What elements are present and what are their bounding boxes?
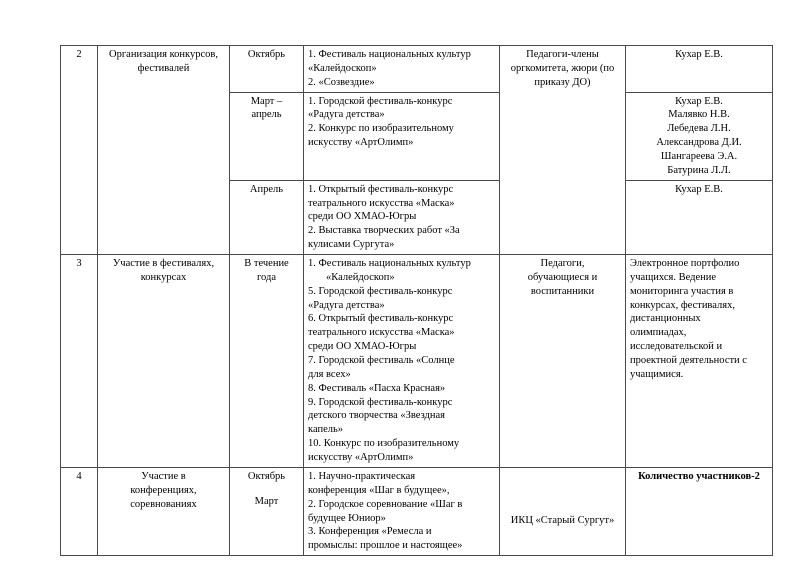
term-spacer <box>234 484 299 495</box>
content-line: театрального искусства «Маска» <box>308 197 455 209</box>
result-line: исследовательской и <box>630 341 723 353</box>
term-cell <box>230 46 304 93</box>
content-cell <box>304 255 500 468</box>
content-line: будущее Юниор» <box>308 512 386 524</box>
row-number-cell: 3 <box>61 255 98 468</box>
participants-line: Педагоги-члены <box>526 49 599 60</box>
content-line: «Радуга детства» <box>308 299 385 311</box>
content-cell <box>304 180 500 254</box>
content-line: 6. Открытый фестиваль-конкурс <box>308 313 454 325</box>
participants-line: оргкомитета, жюри (по <box>510 62 615 74</box>
content-line: 2. Конкурс по изобразительному <box>308 123 454 135</box>
participants-line: обучающиеся и <box>527 271 598 283</box>
term-line: Апрель <box>249 183 284 195</box>
result-cell <box>626 255 773 468</box>
activity-line: соревнованиях <box>130 498 197 510</box>
content-line: 10. Конкурс по изобразительному <box>308 438 460 450</box>
term-line: В течение <box>244 258 289 270</box>
responsible-line: Шангареева Э.А. <box>660 151 738 163</box>
term-line-first: Октябрь <box>247 470 286 482</box>
result-line: учащимися. <box>630 368 684 380</box>
content-line: 1. Открытый фестиваль-конкурс <box>308 183 454 195</box>
content-line: 1. Городской фестиваль-конкурс <box>308 95 453 107</box>
responsible-cell <box>626 46 773 93</box>
responsible-line: Кухар Е.В. <box>675 95 723 107</box>
term-cell <box>230 467 304 555</box>
row-number-cell: 4 <box>61 467 98 555</box>
responsible-line: Лебедева Л.Н. <box>667 123 731 135</box>
content-cell <box>304 92 500 180</box>
content-line: 1. Научно-практическая <box>308 470 416 482</box>
term-line: апрель <box>251 109 282 121</box>
participants-line: воспитанники <box>530 285 595 297</box>
result-line: дистанционных <box>630 313 701 325</box>
result-line: олимпиадах, <box>630 327 687 339</box>
participants-spacer <box>504 492 621 503</box>
activity-cell <box>98 467 230 555</box>
term-cell <box>230 92 304 180</box>
content-line: 2. Выставка творческих работ «За <box>308 225 460 237</box>
result-cell <box>626 467 773 555</box>
content-line: «Калейдоскоп» <box>326 271 395 283</box>
responsible-line: Кухар Е.В. <box>675 183 723 195</box>
participants-line: ИКЦ «Старый Сургут» <box>510 514 615 526</box>
term-line: Март – <box>250 95 283 107</box>
term-cell <box>230 255 304 468</box>
row-number-cell: 2 <box>61 46 98 255</box>
content-line: 1. Фестиваль национальных культур <box>308 49 471 60</box>
result-line: конкурсах, фестивалях, <box>630 299 735 311</box>
result-line: мониторинга участия в <box>630 285 734 297</box>
participants-line: Педагоги, <box>540 258 585 270</box>
content-line: капель» <box>308 424 344 436</box>
participants-cell <box>500 255 626 468</box>
content-line: театрального искусства «Маска» <box>308 327 455 339</box>
responsible-cell <box>626 92 773 180</box>
participants-spacer <box>504 470 621 481</box>
content-line: 2. Городское соревнование «Шаг в <box>308 498 463 510</box>
responsible-line: Батурина Л.Л. <box>667 164 731 176</box>
content-line: 8. Фестиваль «Пасха Красная» <box>308 382 446 394</box>
activity-plan-table <box>60 45 773 556</box>
content-line: 1. Фестиваль национальных культур <box>308 258 471 270</box>
activity-line: Участие в <box>141 470 186 482</box>
responsible-line: Малявко Н.В. <box>668 109 730 121</box>
result-line: проектной деятельности с <box>630 355 747 367</box>
content-line: среди ОО ХМАО-Югры <box>308 211 417 223</box>
content-line: конференция «Шаг в будущее», <box>308 484 450 496</box>
participants-cell <box>500 46 626 255</box>
content-line: детского творчества «Звездная <box>308 410 445 422</box>
responsible-cell <box>626 180 773 254</box>
content-line: промыслы: прошлое и настоящее» <box>308 540 463 552</box>
activity-cell <box>98 255 230 468</box>
participants-line: приказу ДО) <box>534 76 591 88</box>
table-row <box>61 467 773 555</box>
content-line: для всех» <box>308 368 351 380</box>
result-line: учащихся. Ведение <box>630 271 717 283</box>
content-line: «Радуга детства» <box>308 109 385 121</box>
content-line: искусству «АртОлимп» <box>308 137 414 149</box>
result-count-label: Количество участников-2 <box>638 470 760 482</box>
term-line: Октябрь <box>247 49 286 60</box>
activity-line: конференциях, <box>130 484 197 496</box>
term-line: года <box>257 271 276 283</box>
content-line: 3. Конференция «Ремесла и <box>308 526 432 538</box>
participants-spacer <box>504 481 621 492</box>
responsible-line: Кухар Е.В. <box>675 49 723 60</box>
table-row <box>61 46 773 93</box>
content-cell <box>304 46 500 93</box>
content-line: 2. «Созвездие» <box>308 76 375 88</box>
term-line-second: Март <box>254 495 279 507</box>
table-row <box>61 255 773 468</box>
content-line: 9. Городской фестиваль-конкурс <box>308 396 453 408</box>
participants-spacer <box>504 503 621 514</box>
activity-line: Организация конкурсов, <box>109 49 218 60</box>
content-line: искусству «АртОлимп» <box>308 452 414 464</box>
activity-cell <box>98 46 230 255</box>
content-line: среди ОО ХМАО-Югры <box>308 341 417 353</box>
activity-line: конкурсах <box>140 271 187 283</box>
term-cell <box>230 180 304 254</box>
result-line: Электронное портфолио <box>630 258 740 270</box>
content-line: 5. Городской фестиваль-конкурс <box>308 285 453 297</box>
content-line: «Калейдоскоп» <box>308 62 377 74</box>
content-line: кулисами Сургута» <box>308 239 395 251</box>
activity-line: Участие в фестивалях, <box>112 258 215 270</box>
activity-line: фестивалей <box>137 62 190 74</box>
content-cell <box>304 467 500 555</box>
responsible-line: Александрова Д.И. <box>656 137 742 149</box>
content-line: 7. Городской фестиваль «Солнце <box>308 355 455 367</box>
participants-cell <box>500 467 626 555</box>
